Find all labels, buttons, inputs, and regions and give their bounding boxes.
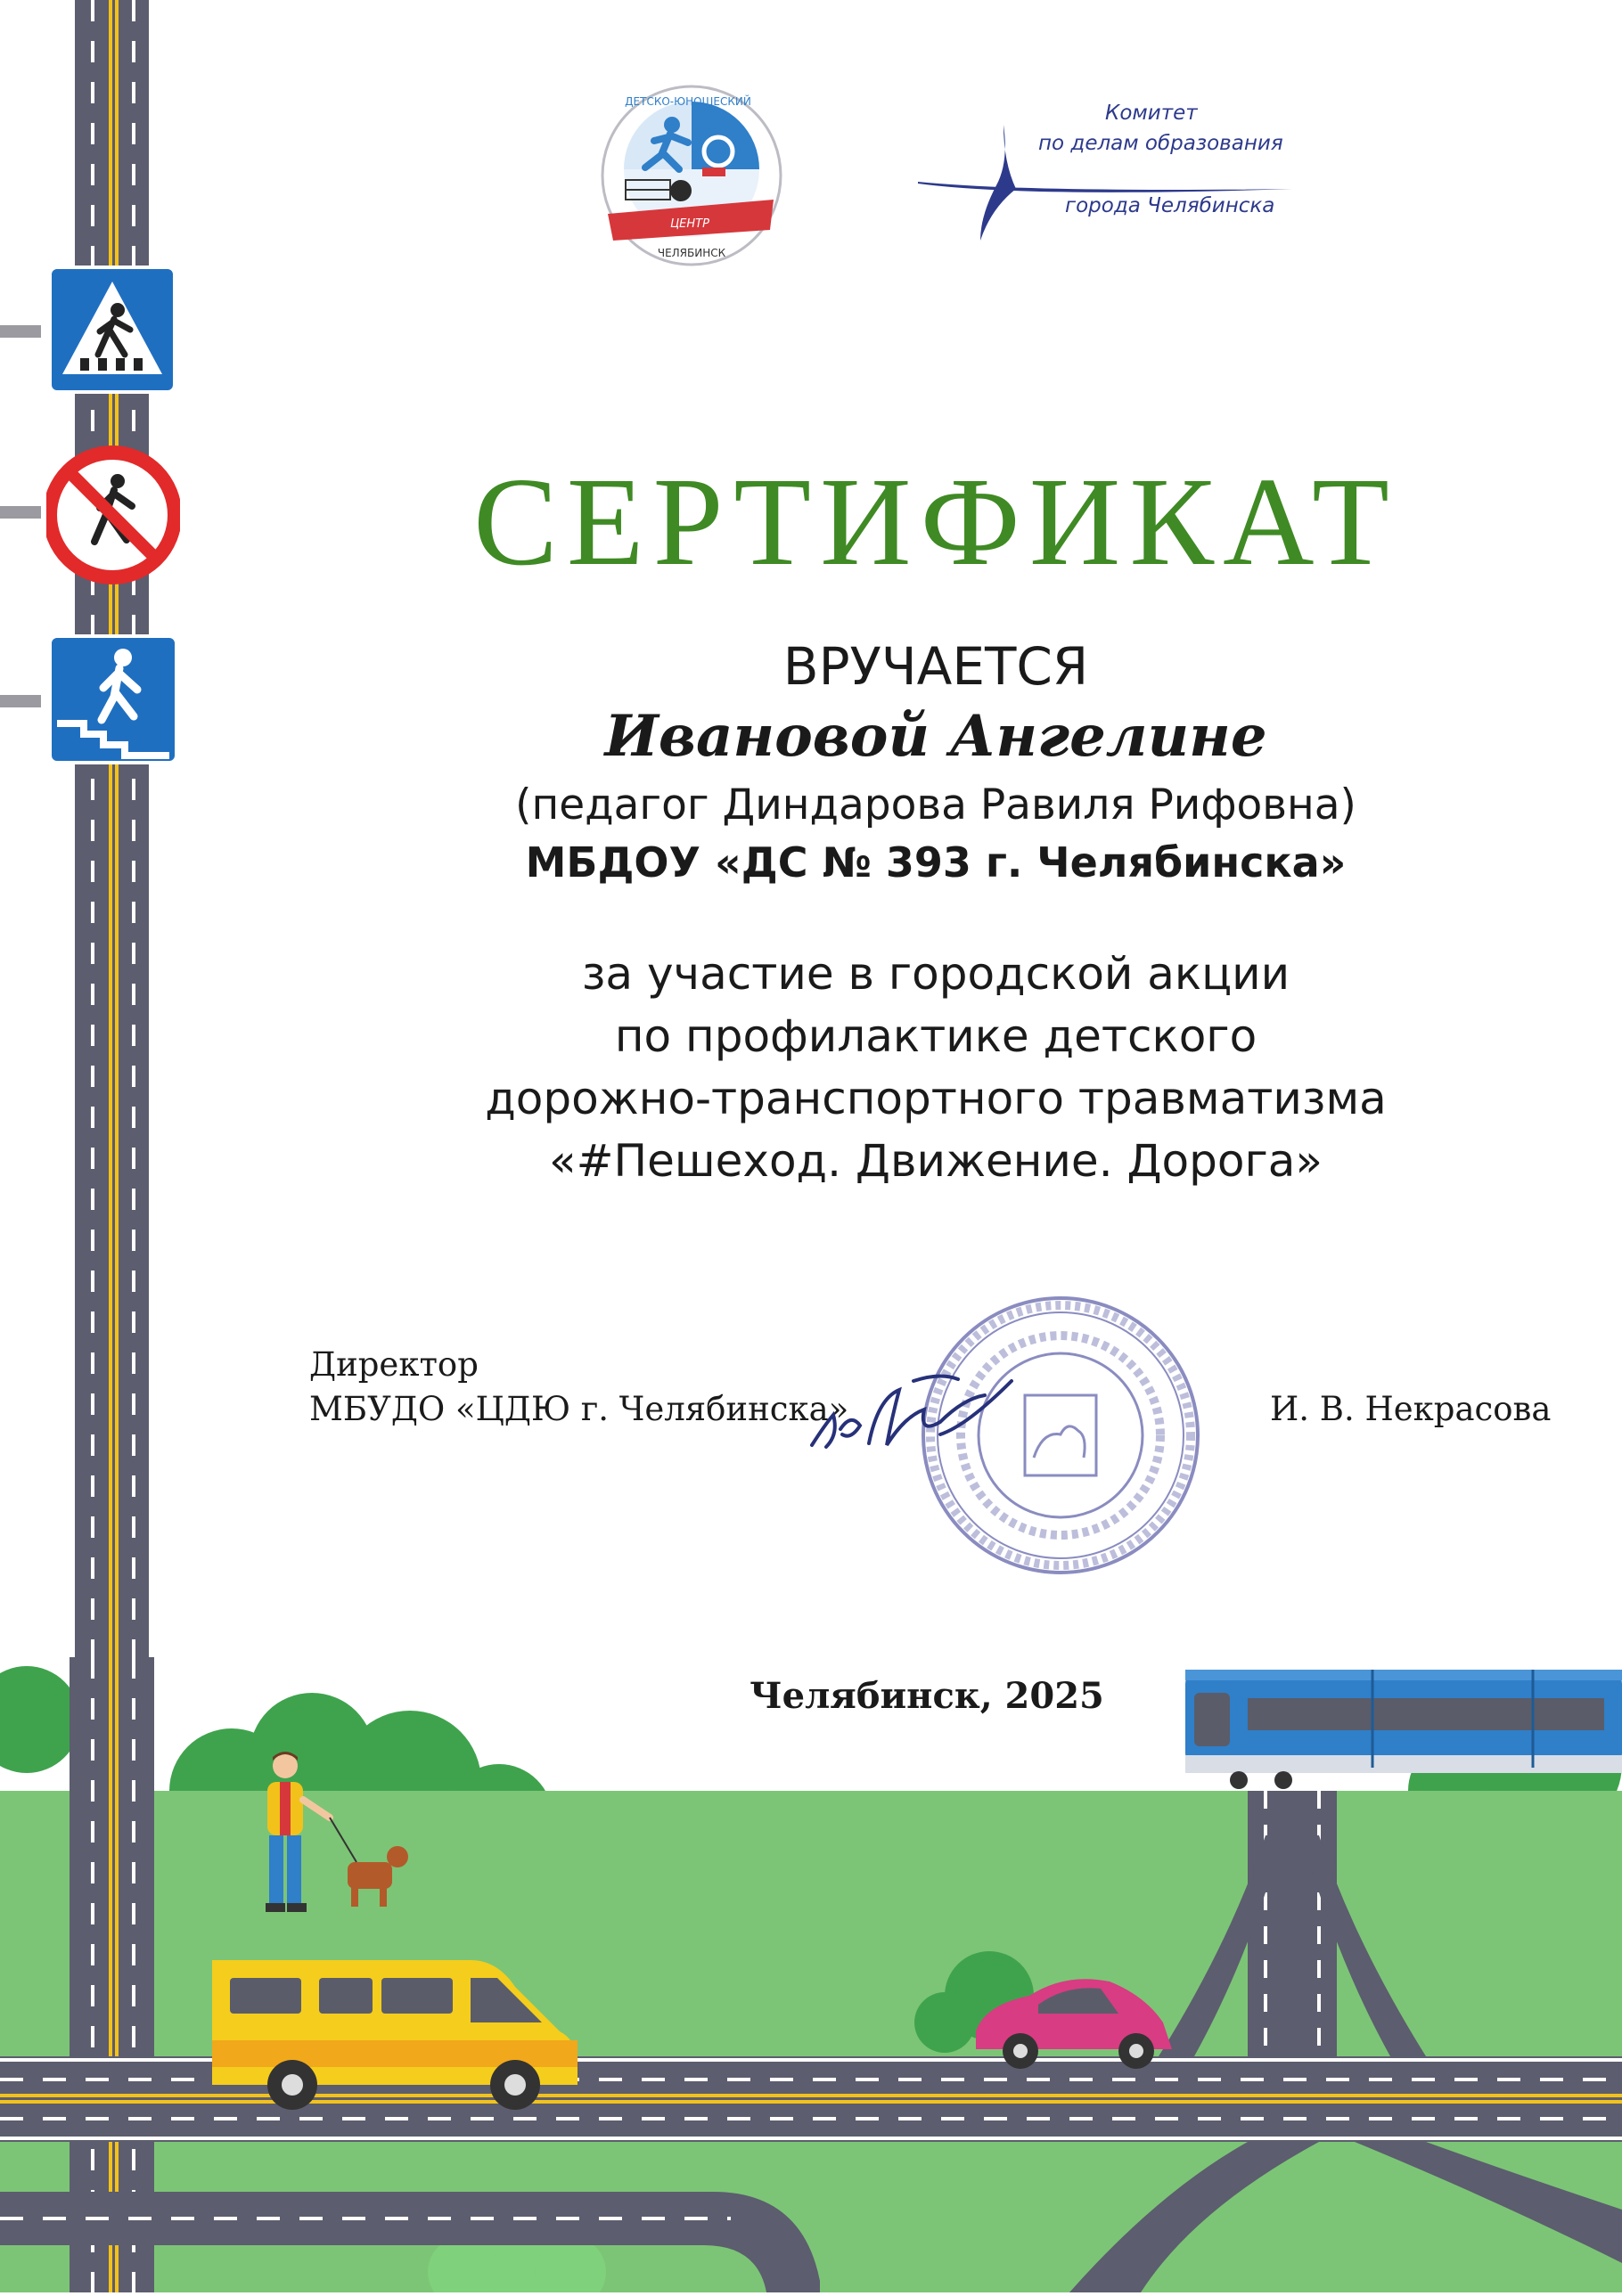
certificate-title: СЕРТИФИКАТ — [473, 451, 1398, 592]
recipient-name: Ивановой Ангелине — [604, 703, 1267, 770]
committee-line2: по делам образования — [1038, 132, 1283, 155]
reason-line-3: дорожно-транспортного травматизма — [485, 1073, 1387, 1124]
pedestrian-crossing-sign-icon — [48, 266, 176, 394]
awarded-label: ВРУЧАЕТСЯ — [782, 636, 1089, 697]
train-icon — [1185, 1657, 1622, 1791]
director-position-line2: МБУДО «ЦДЮ г. Челябинска» — [309, 1390, 849, 1428]
organization-name: МБДОУ «ДС № 393 г. Челябинска» — [525, 838, 1347, 887]
bus-icon — [203, 1951, 595, 2112]
place-year: Челябинск, 2025 — [750, 1675, 1104, 1717]
committee-line3: города Челябинска — [1065, 194, 1275, 217]
director-position-line1: Директор — [309, 1345, 479, 1384]
youth-center-logo — [595, 82, 788, 269]
person-with-dog-icon — [241, 1746, 419, 1924]
underpass-sign-icon — [48, 634, 178, 764]
reason-line-4: «#Пешеход. Движение. Дорога» — [549, 1135, 1323, 1187]
no-pedestrians-sign-icon — [46, 442, 180, 586]
committee-line1: Комитет — [1105, 102, 1198, 125]
logo-ring-top-text: ДЕТСКО-ЮНОШЕСКИЙ — [625, 95, 751, 108]
car-icon — [967, 1969, 1181, 2076]
education-committee-logo — [918, 100, 1301, 242]
logo-ring-bottom-text: ЧЕЛЯБИНСК — [657, 247, 726, 259]
reason-line-2: по профилактике детского — [614, 1010, 1257, 1062]
director-name: И. В. Некрасова — [1270, 1390, 1552, 1428]
signature-icon — [807, 1363, 1020, 1461]
logo-ribbon-text: ЦЕНТР — [670, 217, 709, 231]
teacher-name: (педагог Диндарова Равиля Рифовна) — [515, 780, 1356, 829]
reason-line-1: за участие в городской акции — [581, 948, 1290, 1000]
